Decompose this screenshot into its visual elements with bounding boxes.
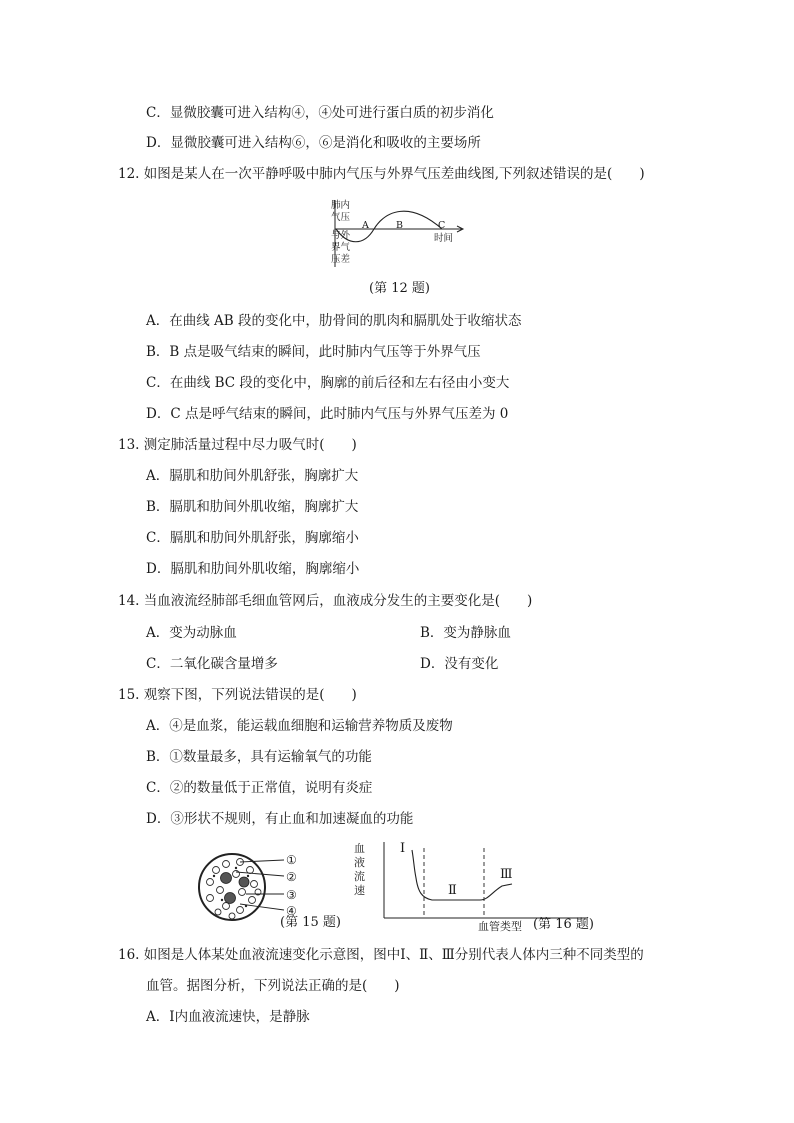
q16-option-a: A．Ⅰ内血液流速快，是静脉 [146,1009,310,1025]
q12-ylabel-4: 界气 [331,242,351,253]
q13-option-c: C．膈肌和肋间外肌舒张，胸廓缩小 [146,530,359,546]
q12-ylabel-2: 气压 [331,212,351,223]
q15-blood-smear-figure [196,850,316,924]
q13-option-b: B．膈肌和肋间外肌收缩，胸廓扩大 [146,499,359,515]
q14-option-a: A．变为动脉血 [146,625,237,641]
q14-option-d: D．没有变化 [420,656,499,672]
q12-option-d: D．C 点是呼气结束的瞬间，此时肺内气压与外界气压差为 0 [146,406,509,422]
q16-stem-line-1: 16. 如图是人体某处血液流速变化示意图，图中Ⅰ、Ⅱ、Ⅲ分别代表人体内三种不同类型的 [118,947,644,963]
q14-option-c: C．二氧化碳含量增多 [146,656,278,672]
q12-point-c: C [438,220,446,231]
q16-xlabel: 血管类型 [478,920,522,932]
q12-ylabel-5: 压差 [331,254,351,265]
q15-option-c: C．②的数量低于正常值，说明有炎症 [146,780,373,796]
q11-option-c: C．显微胶囊可进入结构④，④处可进行蛋白质的初步消化 [146,105,494,121]
q15-stem: 15. 观察下图，下列说法错误的是( ) [118,687,357,703]
q11-option-d: D．显微胶囊可进入结构⑥，⑥是消化和吸收的主要场所 [146,135,481,151]
q16-ylabel-1: 血 [354,842,365,855]
q12-point-a: A [362,220,369,231]
q16-region-1: Ⅰ [400,841,406,856]
q16-region-3: Ⅲ [500,867,513,882]
q13-option-a: A．膈肌和肋间外肌舒张，胸廓扩大 [146,468,359,484]
q16-ylabel-4: 速 [354,884,365,897]
q15-option-a: A．④是血浆，能运载血细胞和运输营养物质及废物 [146,718,453,734]
q12-curve [336,211,442,242]
q13-stem: 13. 测定肺活量过程中尽力吸气时( ) [118,437,357,453]
q16-ylabel-2: 液 [354,856,365,869]
q16-caption: (第 16 题) [533,917,594,932]
q12-option-a: A．在曲线 AB 段的变化中，肋骨间的肌肉和膈肌处于收缩状态 [146,313,522,329]
q12-caption: (第 12 题) [369,281,430,296]
q15-caption: (第 15 题) [280,915,341,930]
q15-option-b: B．①数量最多，具有运输氧气的功能 [146,749,372,765]
q14-option-b: B．变为静脉血 [420,625,511,641]
q15-label-1: ① [286,853,297,867]
q12-xlabel: 时间 [434,233,454,244]
q12-option-b: B．B 点是吸气结束的瞬间，此时肺内气压等于外界气压 [146,344,481,360]
q14-stem: 14. 当血液流经肺部毛细血管网后，血液成分发生的主要变化是( ) [118,593,533,609]
q16-region-2: Ⅱ [448,883,457,898]
q12-pressure-curve-figure [330,196,480,268]
q12-ylabel-3: 与外 [331,230,351,241]
q12-stem: 12. 如图是某人在一次平静呼吸中肺内气压与外界气压差曲线图,下列叙述错误的是( ) [118,166,645,182]
q12-ylabel-1: 肺内 [331,200,351,211]
q15-label-3: ③ [286,888,297,902]
q13-option-d: D．膈肌和肋间外肌收缩，胸廓缩小 [146,561,360,577]
q12-option-c: C．在曲线 BC 段的变化中，胸廓的前后径和左右径由小变大 [146,375,510,391]
q15-label-2: ② [286,870,297,884]
q16-stem-line-2: 血管。据图分析，下列说法正确的是( ) [146,978,400,994]
q16-ylabel-3: 流 [354,870,365,883]
q12-point-b: B [396,220,403,231]
q16-curve [412,850,512,900]
q15-option-d: D．③形状不规则，有止血和加速凝血的功能 [146,811,414,827]
q15-label-4: ④ [286,904,297,918]
